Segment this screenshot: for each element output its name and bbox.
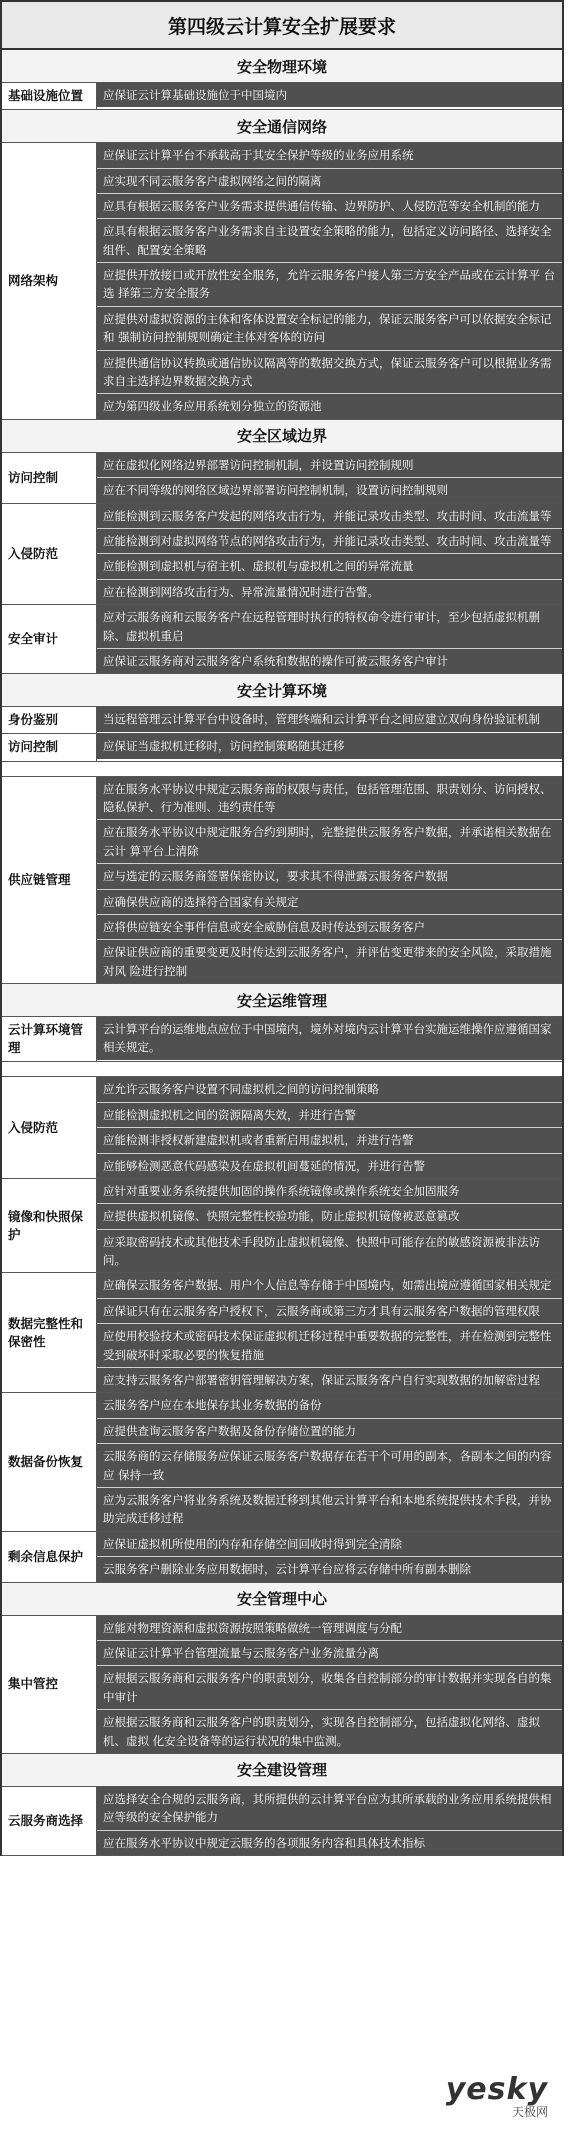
requirement-item: 云服务客户删除业务应用数据时，云计算平台应将云存储中所有副本删除 xyxy=(97,1557,562,1581)
requirement-item: 云服务客户应在本地保存其业务数据的备份 xyxy=(97,1393,562,1418)
requirement-item: 应确保云服务客户数据、用户个人信息等存储于中国境内，如需出境应遵循国家相关规定 xyxy=(97,1273,562,1298)
watermark-main: yesky xyxy=(445,2072,548,2107)
table-row xyxy=(2,1787,562,1856)
row-category: 镜像和快照保护 xyxy=(2,1179,97,1273)
requirement-list xyxy=(97,1179,562,1273)
requirement-item: 应保证供应商的重要变更及时传达到云服务客户，并评估变更带来的安全风险，采取措施对风 险进行控制 xyxy=(97,940,562,983)
table-row xyxy=(2,777,562,985)
row-category: 剩余信息保护 xyxy=(2,1532,97,1582)
row-category: 访问控制 xyxy=(2,734,97,760)
section-heading: 安全物理环境 xyxy=(2,50,562,83)
requirement-item: 应能检测非授权新建虚拟机或者重新启用虚拟机，并进行告警 xyxy=(97,1128,562,1153)
requirement-list xyxy=(97,605,562,673)
section-heading: 安全区域边界 xyxy=(2,420,562,453)
requirement-list xyxy=(97,504,562,605)
table-row xyxy=(2,1179,562,1274)
section-heading: 安全管理中心 xyxy=(2,1583,562,1616)
requirement-item: 应保证云服务商对云服务客户系统和数据的操作可被云服务客户审计 xyxy=(97,649,562,673)
requirement-item: 应提供虚拟机镜像、快照完整性校验功能，防止虚拟机镜像被恶意篡改 xyxy=(97,1204,562,1229)
requirement-item: 应能够检测恶意代码感染及在虚拟机间蔓延的情况，并进行告警 xyxy=(97,1154,562,1178)
section-heading: 安全通信网络 xyxy=(2,110,562,143)
watermark-logo xyxy=(446,2072,548,2120)
requirement-item: 应选择安全合规的云服务商，其所提供的云计算平台应为其所承载的业务应用系统提供相应等级的安全保护能力 xyxy=(97,1787,562,1831)
table-row xyxy=(2,1532,562,1583)
requirement-item: 应对云服务商和云服务客户在远程管理时执行的特权命令进行审计，至少包括虚拟机删除、虚拟机重启 xyxy=(97,605,562,649)
requirement-list xyxy=(97,1077,562,1178)
requirement-item: 应提供开放接口或开放性安全服务，允许云服务客户接人第三方安全产品或在云计算平 台选 择第三方安全服务 xyxy=(97,263,562,307)
table-title: 第四级云计算安全扩展要求 xyxy=(2,2,562,50)
row-category: 安全审计 xyxy=(2,605,97,673)
sections-container xyxy=(2,50,562,1856)
requirement-item: 应保证当虚拟机迁移时，访问控制策略随其迁移 xyxy=(97,734,562,758)
section-gap xyxy=(2,1062,562,1077)
row-category: 数据完整性和保密性 xyxy=(2,1273,97,1392)
table-row xyxy=(2,453,562,504)
row-category: 入侵防范 xyxy=(2,504,97,605)
requirement-item: 应提供查询云服务客户数据及备份存储位置的能力 xyxy=(97,1419,562,1444)
requirement-list xyxy=(97,453,562,503)
requirement-item: 应提供通信协议转换或通信协议隔离等的数据交换方式，保证云服务客户可以根据业务需求自主选择边界数据交换方式 xyxy=(97,351,562,395)
requirement-item: 应实现不同云服务客户虚拟网络之间的隔离 xyxy=(97,169,562,194)
requirement-item: 应在服务水平协议中规定云服务商的权限与责任，包括管理范围、职责划分、访问授权、隐私保护、行为准则、违约责任等 xyxy=(97,777,562,821)
table-row xyxy=(2,1273,562,1393)
requirement-list xyxy=(97,1017,562,1061)
requirement-item: 应具有根据云服务客户业务需求提供通信传输、边界防护、人侵防范等安全机制的能力 xyxy=(97,194,562,219)
requirement-item: 应能检测虚拟机之间的资源隔离失效，并进行告警 xyxy=(97,1103,562,1128)
row-category: 身份鉴别 xyxy=(2,707,97,733)
table-row xyxy=(2,707,562,734)
row-category: 数据备份恢复 xyxy=(2,1393,97,1530)
row-category: 访问控制 xyxy=(2,453,97,503)
requirement-item: 应能检测到云服务客户发起的网络攻击行为，并能记录攻击类型、攻击时间、攻击流量等 xyxy=(97,504,562,529)
table-row xyxy=(2,1017,562,1062)
row-category: 基础设施位置 xyxy=(2,83,97,109)
requirement-item: 应保证云计算基础设施位于中国境内 xyxy=(97,83,562,107)
requirement-item: 应与选定的云服务商签署保密协议，要求其不得泄露云服务客户数据 xyxy=(97,864,562,889)
requirement-list xyxy=(97,707,562,733)
watermark-sub: 天极网 xyxy=(511,2105,548,2119)
requirement-list xyxy=(97,734,562,760)
table-row xyxy=(2,734,562,761)
requirement-list xyxy=(97,1393,562,1530)
requirement-item: 应确保供应商的选择符合国家有关规定 xyxy=(97,890,562,915)
row-category: 集中管控 xyxy=(2,1616,97,1753)
row-category: 供应链管理 xyxy=(2,777,97,984)
requirement-item: 应使用校验技术或密码技术保证虚拟机迁移过程中重要数据的完整性，并在检测到完整性受到破坏时采取必要的恢复措施 xyxy=(97,1324,562,1368)
requirement-item: 应提供对虚拟资源的主体和客体设置安全标记的能力，保证云服务客户可以依据安全标记和 强制访问控制规则确定主体对客体的访问 xyxy=(97,307,562,351)
table-row xyxy=(2,504,562,606)
requirement-item: 应能检测到虚拟机与宿主机、虚拟机与虚拟机之间的异常流量 xyxy=(97,554,562,579)
table-row xyxy=(2,1393,562,1531)
requirement-list xyxy=(97,1787,562,1855)
requirement-item: 应保证云计算平台不承载高于其安全保护等级的业务应用系统 xyxy=(97,143,562,168)
table-row xyxy=(2,1616,562,1754)
requirement-item: 应保证只有在云服务客户授权下，云服务商或第三方才具有云服务客户数据的管理权限 xyxy=(97,1299,562,1324)
section-heading: 安全建设管理 xyxy=(2,1754,562,1787)
requirement-item: 应根据云服务商和云服务客户的职责划分，实现各自控制部分，包括虚拟化网络、虚拟机、虚拟 化安全设备等的运行状况的集中监测。 xyxy=(97,1710,562,1753)
requirement-item: 应在虚拟化网络边界部署访问控制机制，并设置访问控制规则 xyxy=(97,453,562,478)
table-row xyxy=(2,1077,562,1179)
requirement-item: 应能对物理资源和虚拟资源按照策略做统一管理调度与分配 xyxy=(97,1616,562,1641)
row-category: 入侵防范 xyxy=(2,1077,97,1178)
requirement-item: 应根据云服务商和云服务客户的职责划分，收集各自控制部分的审计数据并实现各自的集中审计 xyxy=(97,1666,562,1710)
requirement-list xyxy=(97,143,562,419)
requirement-item: 应采取密码技术或其他技术手段防止虚拟机镜像、快照中可能存在的敏感资源被非法访问。 xyxy=(97,1230,562,1273)
requirement-item: 应在不同等级的网络区域边界部署访问控制机制，设置访问控制规则 xyxy=(97,478,562,502)
section-heading: 安全计算环境 xyxy=(2,674,562,707)
requirement-item: 当远程管理云计算平台中设备时，管理终端和云计算平台之间应建立双向身份验证机制 xyxy=(97,707,562,731)
requirement-item: 应在服务水平协议中规定云服务的各项服务内容和具体技术指标 xyxy=(97,1831,562,1855)
requirement-item: 应为云服务客户将业务系统及数据迁移到其他云计算平台和本地系统提供技术手段，并协助完成迁移过程 xyxy=(97,1488,562,1531)
requirement-list xyxy=(97,1273,562,1392)
requirement-item: 应保证云计算平台管理流量与云服务客户业务流量分离 xyxy=(97,1641,562,1666)
row-category: 网络架构 xyxy=(2,143,97,419)
section-gap xyxy=(2,762,562,777)
requirement-item: 应为第四级业务应用系统划分独立的资源池 xyxy=(97,394,562,418)
requirement-item: 应能检测到对虚拟网络节点的网络攻击行为，并能记录攻击类型、攻击时间、攻击流量等 xyxy=(97,529,562,554)
requirement-item: 应将供应链安全事件信息或安全威胁信息及时传达到云服务客户 xyxy=(97,915,562,940)
requirement-list xyxy=(97,777,562,984)
row-category: 云服务商选择 xyxy=(2,1787,97,1855)
requirement-item: 云服务商的云存储服务应保证云服务客户数据存在若干个可用的副本，各副本之间的内容应 保持一致 xyxy=(97,1444,562,1488)
table-row xyxy=(2,83,562,110)
requirement-item: 应支持云服务客户部署密钥管理解决方案，保证云服务客户自行实现数据的加解密过程 xyxy=(97,1368,562,1392)
requirement-list xyxy=(97,1532,562,1582)
table-row xyxy=(2,605,562,674)
requirement-item: 云计算平台的运维地点应位于中国境内，境外对境内云计算平台实施运维操作应遵循国家相关规定。 xyxy=(97,1017,562,1060)
table-row xyxy=(2,143,562,420)
row-category: 云计算环境管理 xyxy=(2,1017,97,1061)
requirement-list xyxy=(97,83,562,109)
requirement-item: 应允许云服务客户设置不同虚拟机之间的访问控制策略 xyxy=(97,1077,562,1102)
section-heading: 安全运维管理 xyxy=(2,984,562,1017)
requirement-item: 应具有根据云服务客户业务需求自主设置安全策略的能力，包括定义访问路径、选择安全组件、配置安全策略 xyxy=(97,219,562,263)
requirement-item: 应在服务水平协议中规定服务合约到期时，完整提供云服务客户数据，并承诺相关数据在云计 算平台上清除 xyxy=(97,820,562,864)
requirement-item: 应保证虚拟机所使用的内存和存储空间回收时得到完全清除 xyxy=(97,1532,562,1557)
requirement-item: 应针对重要业务系统提供加固的操作系统镜像或操作系统安全加固服务 xyxy=(97,1179,562,1204)
requirement-item: 应在检测到网络攻击行为、异常流量情况时进行告警。 xyxy=(97,580,562,604)
requirement-list xyxy=(97,1616,562,1753)
